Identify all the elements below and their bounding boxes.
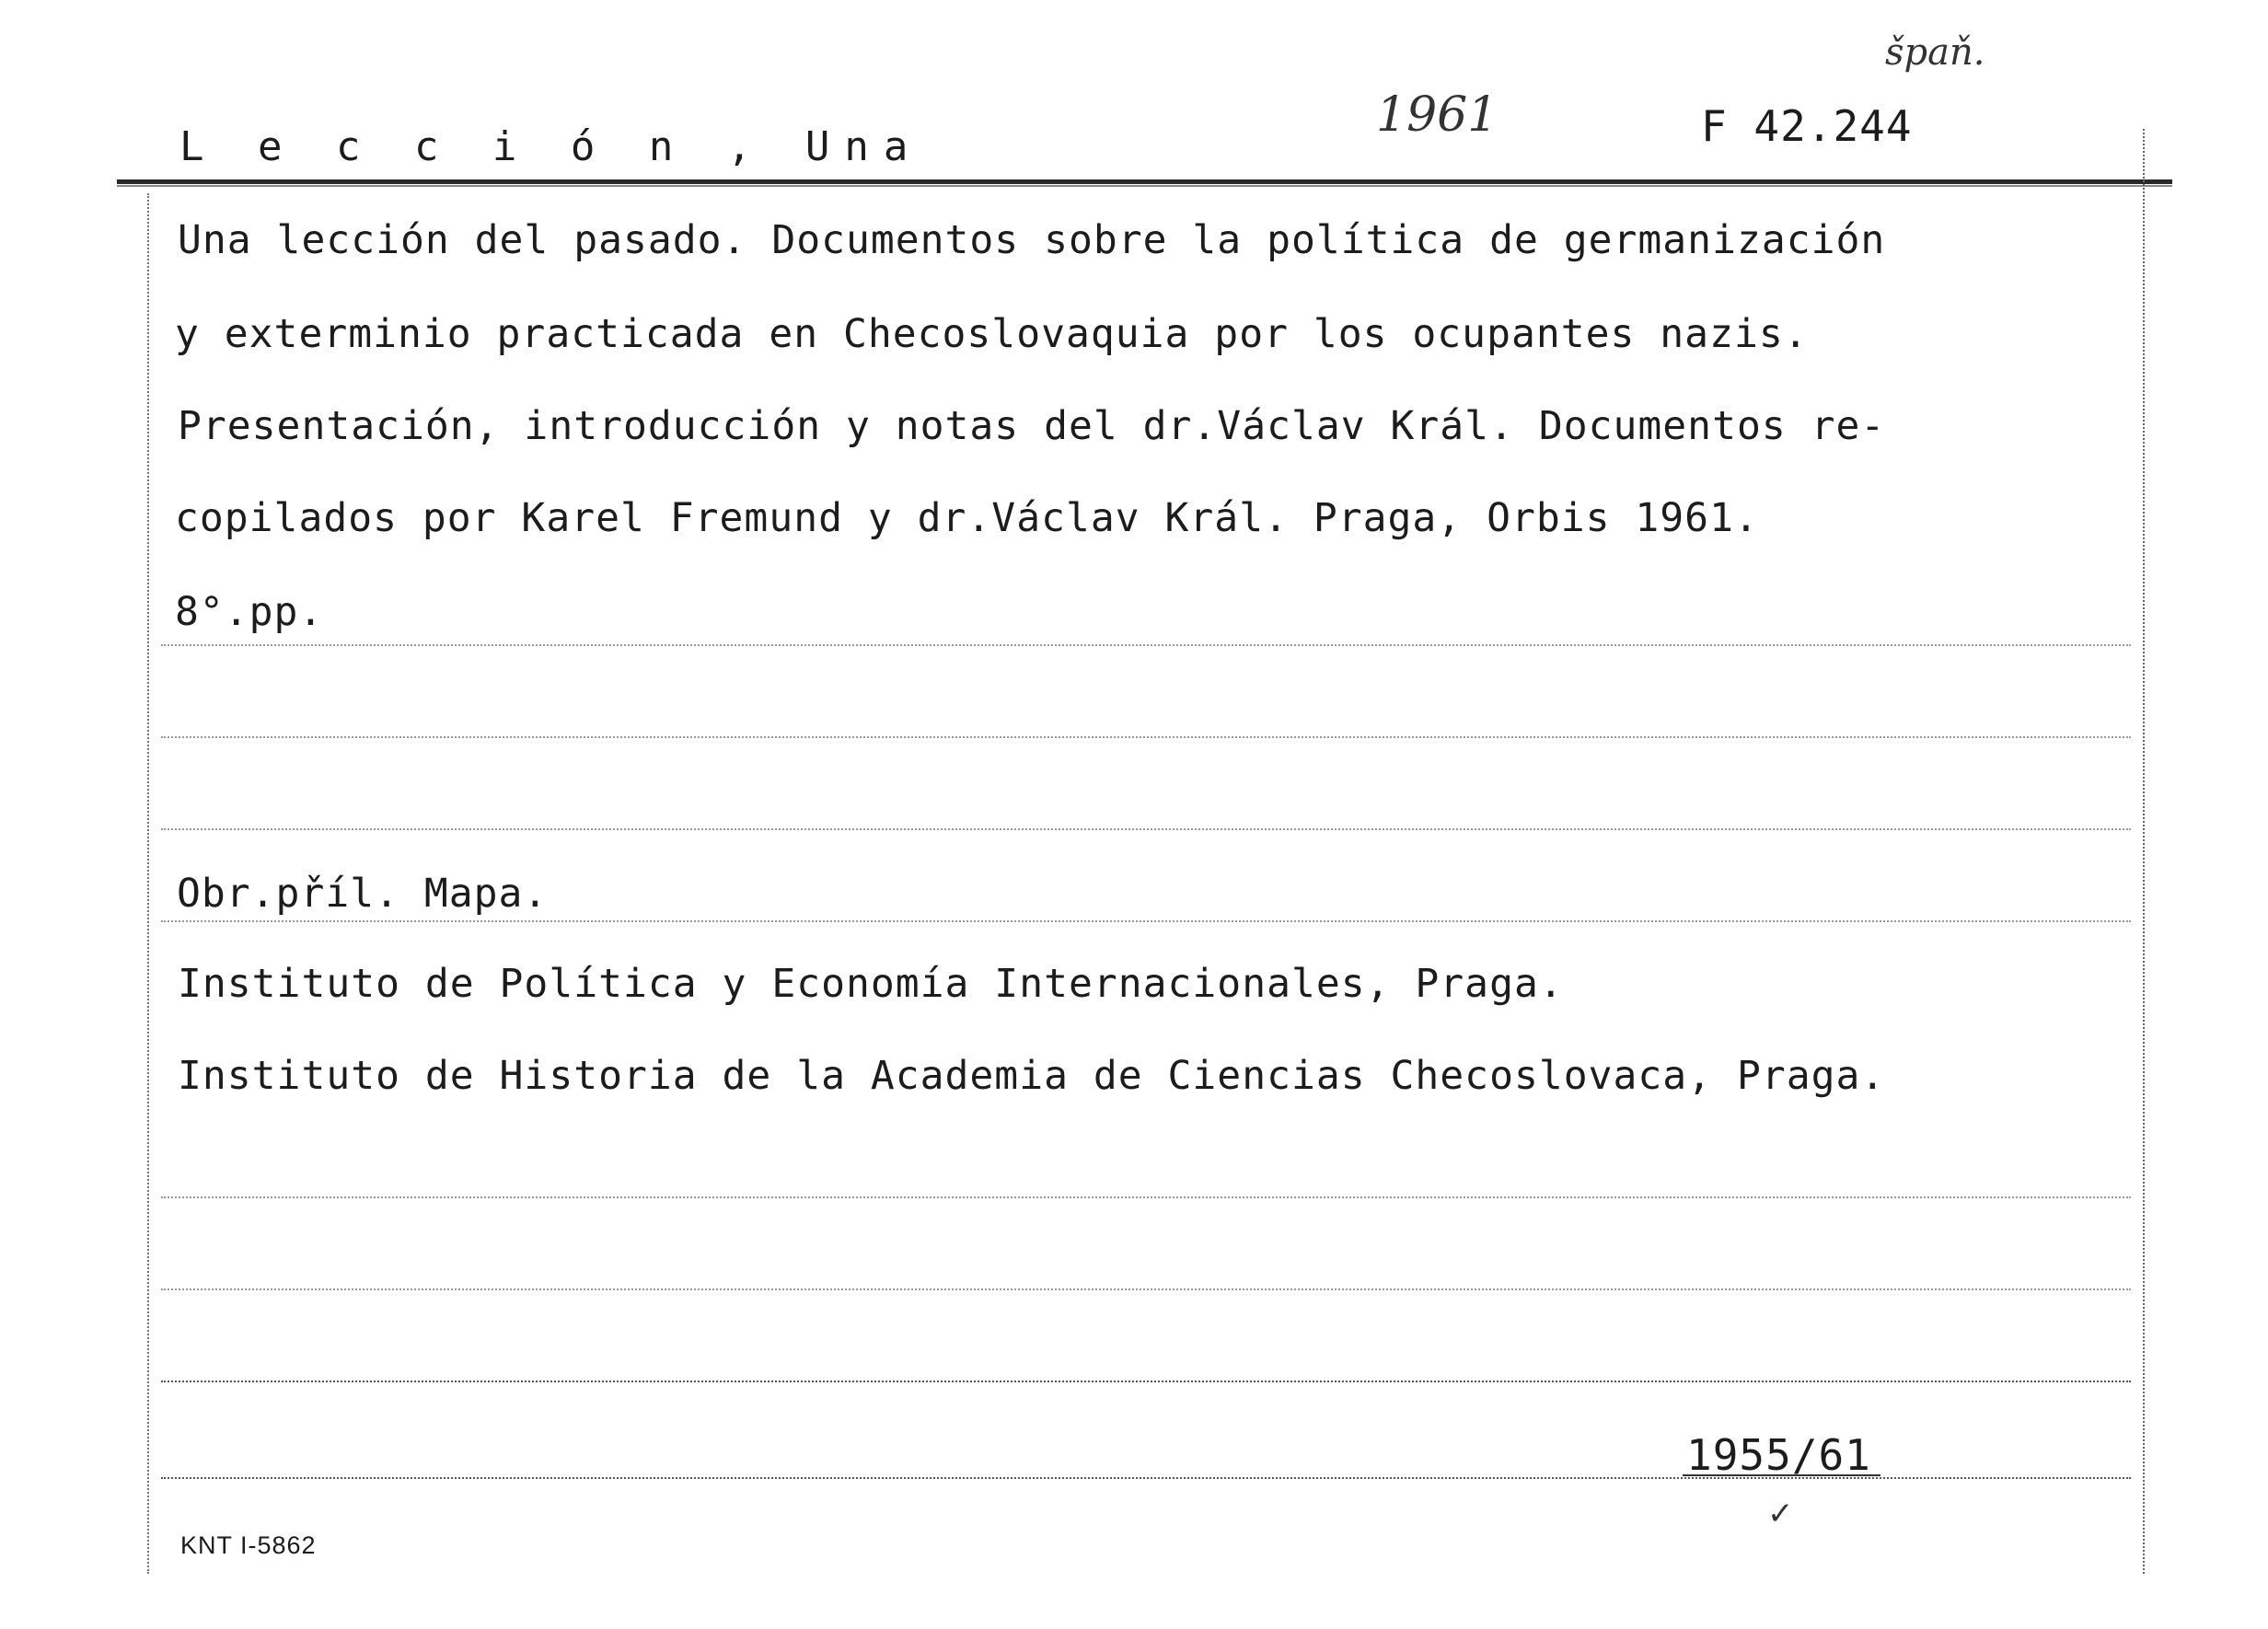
body-line-3: Presentación, introducción y notas del dr.Václav Král. Documentos re- <box>178 403 1886 449</box>
body-line-2: y exterminio practicada en Checoslovaquia por los ocupantes nazis. <box>175 311 1809 357</box>
year-range: 1955/61 <box>1686 1430 1871 1480</box>
guide-line <box>161 920 2131 922</box>
guide-line <box>161 828 2131 830</box>
guide-line <box>161 1196 2131 1198</box>
guide-line <box>161 736 2131 738</box>
right-margin-line <box>2143 129 2145 1574</box>
header-rule <box>117 179 2172 184</box>
institution-line-1: Instituto de Política y Economía Internacionales, Praga. <box>178 961 1564 1007</box>
form-code: KNT I-5862 <box>180 1531 317 1559</box>
guide-line <box>161 1381 2131 1382</box>
attachments-note: Obr.příl. Mapa. <box>177 871 549 917</box>
left-margin-line <box>147 193 149 1574</box>
check-mark-icon: ✓ <box>1767 1496 1794 1532</box>
guide-line <box>161 644 2131 646</box>
handwritten-language-note: špaň. <box>1885 31 1985 74</box>
body-line-5: 8°.pp. <box>175 589 324 635</box>
catalog-number: F 42.244 <box>1701 101 1913 151</box>
guide-line <box>161 1288 2131 1290</box>
handwritten-year: 1961 <box>1376 87 1498 143</box>
body-line-4: copilados por Karel Fremund y dr.Václav Král. Praga, Orbis 1961. <box>175 495 1759 541</box>
card-heading: L e c c i ó n , Una <box>179 123 923 170</box>
institution-line-2: Instituto de Historia de la Academia de Ciencias Checoslovaca, Praga. <box>178 1053 1886 1099</box>
year-range-underline <box>1683 1474 1880 1476</box>
body-line-1: Una lección del pasado. Documentos sobre la política de germanización <box>178 217 1886 263</box>
header-rule-secondary <box>117 185 2172 187</box>
